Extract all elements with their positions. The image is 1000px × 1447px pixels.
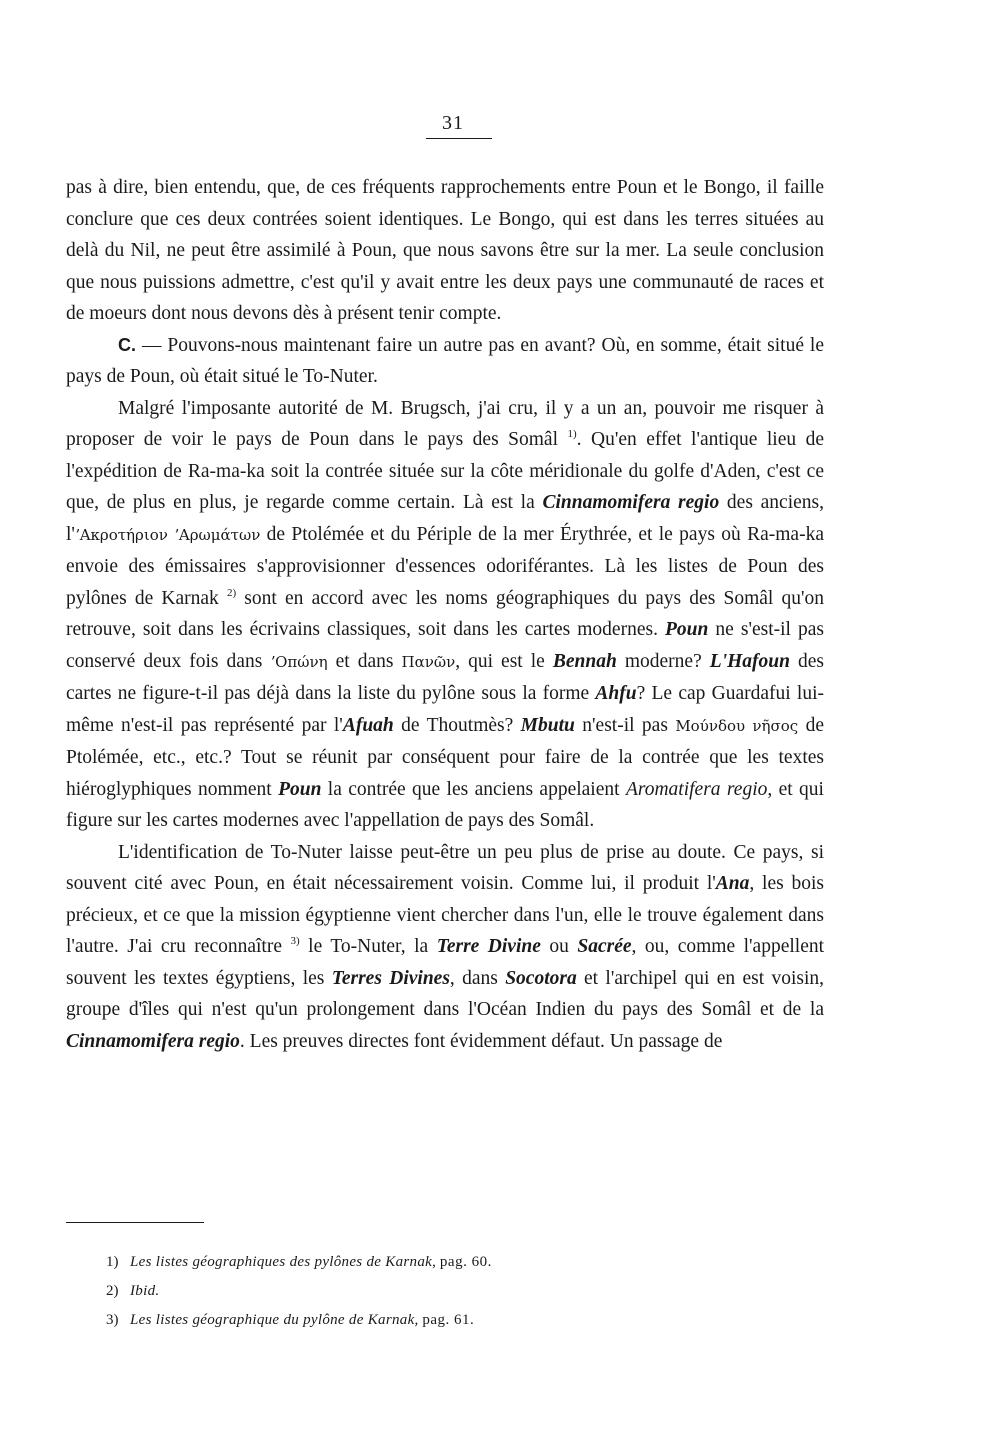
term-mbutu: Mbutu	[520, 714, 575, 736]
text-run: le To-Nuter, la	[299, 936, 437, 957]
text-run: de Ptolémée et du Périple de la mer Érythrée, et le pays où Ra-ma-ka envoie des émissaires s'approvisionner d'essences odoriférantes. Là les listes de Poun des pylônes de Karnak	[66, 523, 824, 609]
paragraph-section-c	[66, 330, 824, 393]
greek-term: Πανῶν	[401, 652, 456, 671]
text-run: des anciens, l'	[66, 492, 824, 545]
document-page	[66, 0, 824, 1447]
footnote-page: pag. 61.	[422, 1312, 475, 1328]
term-aromatifera: Aromatifera regio	[625, 778, 768, 800]
text-run: des cartes ne figure-t-il pas déjà dans la liste du pylône sous la forme	[66, 650, 824, 704]
term-ahfu: Ahfu	[595, 683, 637, 704]
paragraph-poun-location	[66, 393, 824, 837]
footnote-page: pag. 60.	[439, 1254, 492, 1270]
footnote-ref-2: 2)	[226, 586, 237, 599]
text-run: , les bois précieux, et ce que la mission égyptienne vient chercher dans l'un, elle le trouve également dans l'autre. J'ai cru reconnaître	[66, 873, 824, 957]
text-run: n'est-il pas	[574, 714, 676, 736]
text-run: . Qu'en effet l'antique lieu de l'expédition de Ra-ma-ka soit la contrée située sur la côte méridionale du golfe d'Aden, c'est ce que, de plus en plus, je regarde comme certain. Là est la	[66, 429, 824, 513]
footnote-3	[106, 1306, 806, 1335]
footnote-ref-1: 1)	[567, 428, 577, 440]
footnote-1	[106, 1248, 806, 1277]
footnote-2	[106, 1277, 806, 1306]
text-run: sont en accord avec les noms géographiques du pays des Somâl qu'on retrouve, soit dans les écrivains classiques, soit dans les cartes modernes.	[66, 587, 824, 640]
term-socotora: Socotora	[505, 967, 577, 989]
term-terre-divine: Terre Divine	[436, 936, 541, 957]
text-run: ne s'est-il pas conservé deux fois dans	[66, 619, 824, 672]
text-run: , ou, comme l'appellent souvent les textes égyptiens, les	[66, 936, 825, 989]
term-ana: Ana	[715, 873, 750, 894]
footnote-rule	[66, 1222, 204, 1223]
greek-term: ʼΑκροτήριον ʼΑρωμάτων	[74, 525, 261, 544]
footnotes	[106, 1248, 806, 1335]
footnote-mark: 1)	[106, 1254, 119, 1270]
text-run: de Thoutmès?	[393, 714, 521, 736]
paragraph-text: — Pouvons-nous maintenant faire un autre pas en avant? Où, en somme, était situé le pays de Poun, où était situé le To-Nuter.	[66, 334, 824, 387]
text-run: de Ptolémée, etc., etc.? Tout se réunit par conséquent pour faire de la contrée que les textes hiéroglyphiques nomment	[66, 714, 824, 800]
page-number: 31	[442, 112, 464, 134]
paragraph-continuation: pas à dire, bien entendu, que, de ces fréquents rapprochements entre Poun et le Bongo, il faille conclure que ces deux contrées soient identiques. Le Bongo, qui est dans les terres situées au delà du Nil, ne peut être assimilé à Poun, que nous savons être sur la mer. La seule conclusion que nous puissions admettre, c'est qu'il y avait entre les deux pays une communauté de races et de moeurs dont nous devons dès à présent tenir compte.	[66, 177, 824, 324]
text-run: L'identification de To-Nuter laisse peut-être un peu plus de prise au doute. Ce pays, si souvent cité avec Poun, en était nécessairement voisin. Comme lui, il produit l'	[66, 841, 824, 894]
term-poun: Poun	[278, 778, 322, 800]
text-run: ? Le cap Guardafui lui-même n'est-il pas représenté par l'	[66, 683, 824, 736]
body-text	[66, 172, 824, 1057]
term-cinnamomifera: Cinnamomifera regio	[66, 1030, 240, 1052]
text-run: , qui est le	[455, 650, 553, 672]
section-letter: C.	[118, 334, 136, 355]
text-run: Malgré l'imposante autorité de M. Brugsch, j'ai cru, il y a un an, pouvoir me risquer à proposer de voir le pays de Poun dans le pays des Somâl	[66, 397, 824, 450]
greek-term: Μούνδου νῆσος	[675, 716, 799, 735]
term-cinnamomifera: Cinnamomifera regio	[542, 492, 720, 513]
text-run: . Les preuves directes font évidemment défaut. Un passage de	[239, 1030, 723, 1052]
paragraph-to-nuter	[66, 837, 824, 1058]
text-run: ou	[540, 936, 578, 957]
page-number-rule	[426, 138, 492, 139]
text-run: et dans	[327, 650, 402, 672]
text-run: , et qui figure sur les cartes modernes avec l'appellation de pays des Somâl.	[66, 778, 824, 831]
text-run: , dans	[449, 967, 506, 989]
term-sacree: Sacrée	[577, 936, 632, 957]
term-terres-divines: Terres Divines	[331, 967, 450, 989]
footnote-text: Ibid.	[130, 1283, 160, 1299]
text-run: moderne?	[616, 650, 710, 672]
text-run: et l'archipel qui en est voisin, groupe d'îles qui n'est qu'un prolongement dans l'Océan Indien du pays des Somâl et de la	[66, 967, 824, 1020]
text-run: la contrée que les anciens appelaient	[321, 778, 626, 800]
footnote-mark: 3)	[106, 1312, 119, 1328]
term-afuah: Afuah	[342, 714, 394, 736]
term-bennah: Bennah	[552, 650, 617, 672]
footnote-text: Les listes géographiques des pylônes de Karnak,	[130, 1254, 437, 1270]
term-hafoun: L'Hafoun	[709, 650, 790, 672]
footnote-text: Les listes géographique du pylône de Karnak,	[130, 1312, 419, 1328]
footnote-ref-3: 3)	[290, 935, 300, 947]
term-poun: Poun	[665, 619, 709, 640]
footnote-mark: 2)	[106, 1283, 119, 1299]
greek-term: ʼΟπώνη	[270, 652, 328, 671]
